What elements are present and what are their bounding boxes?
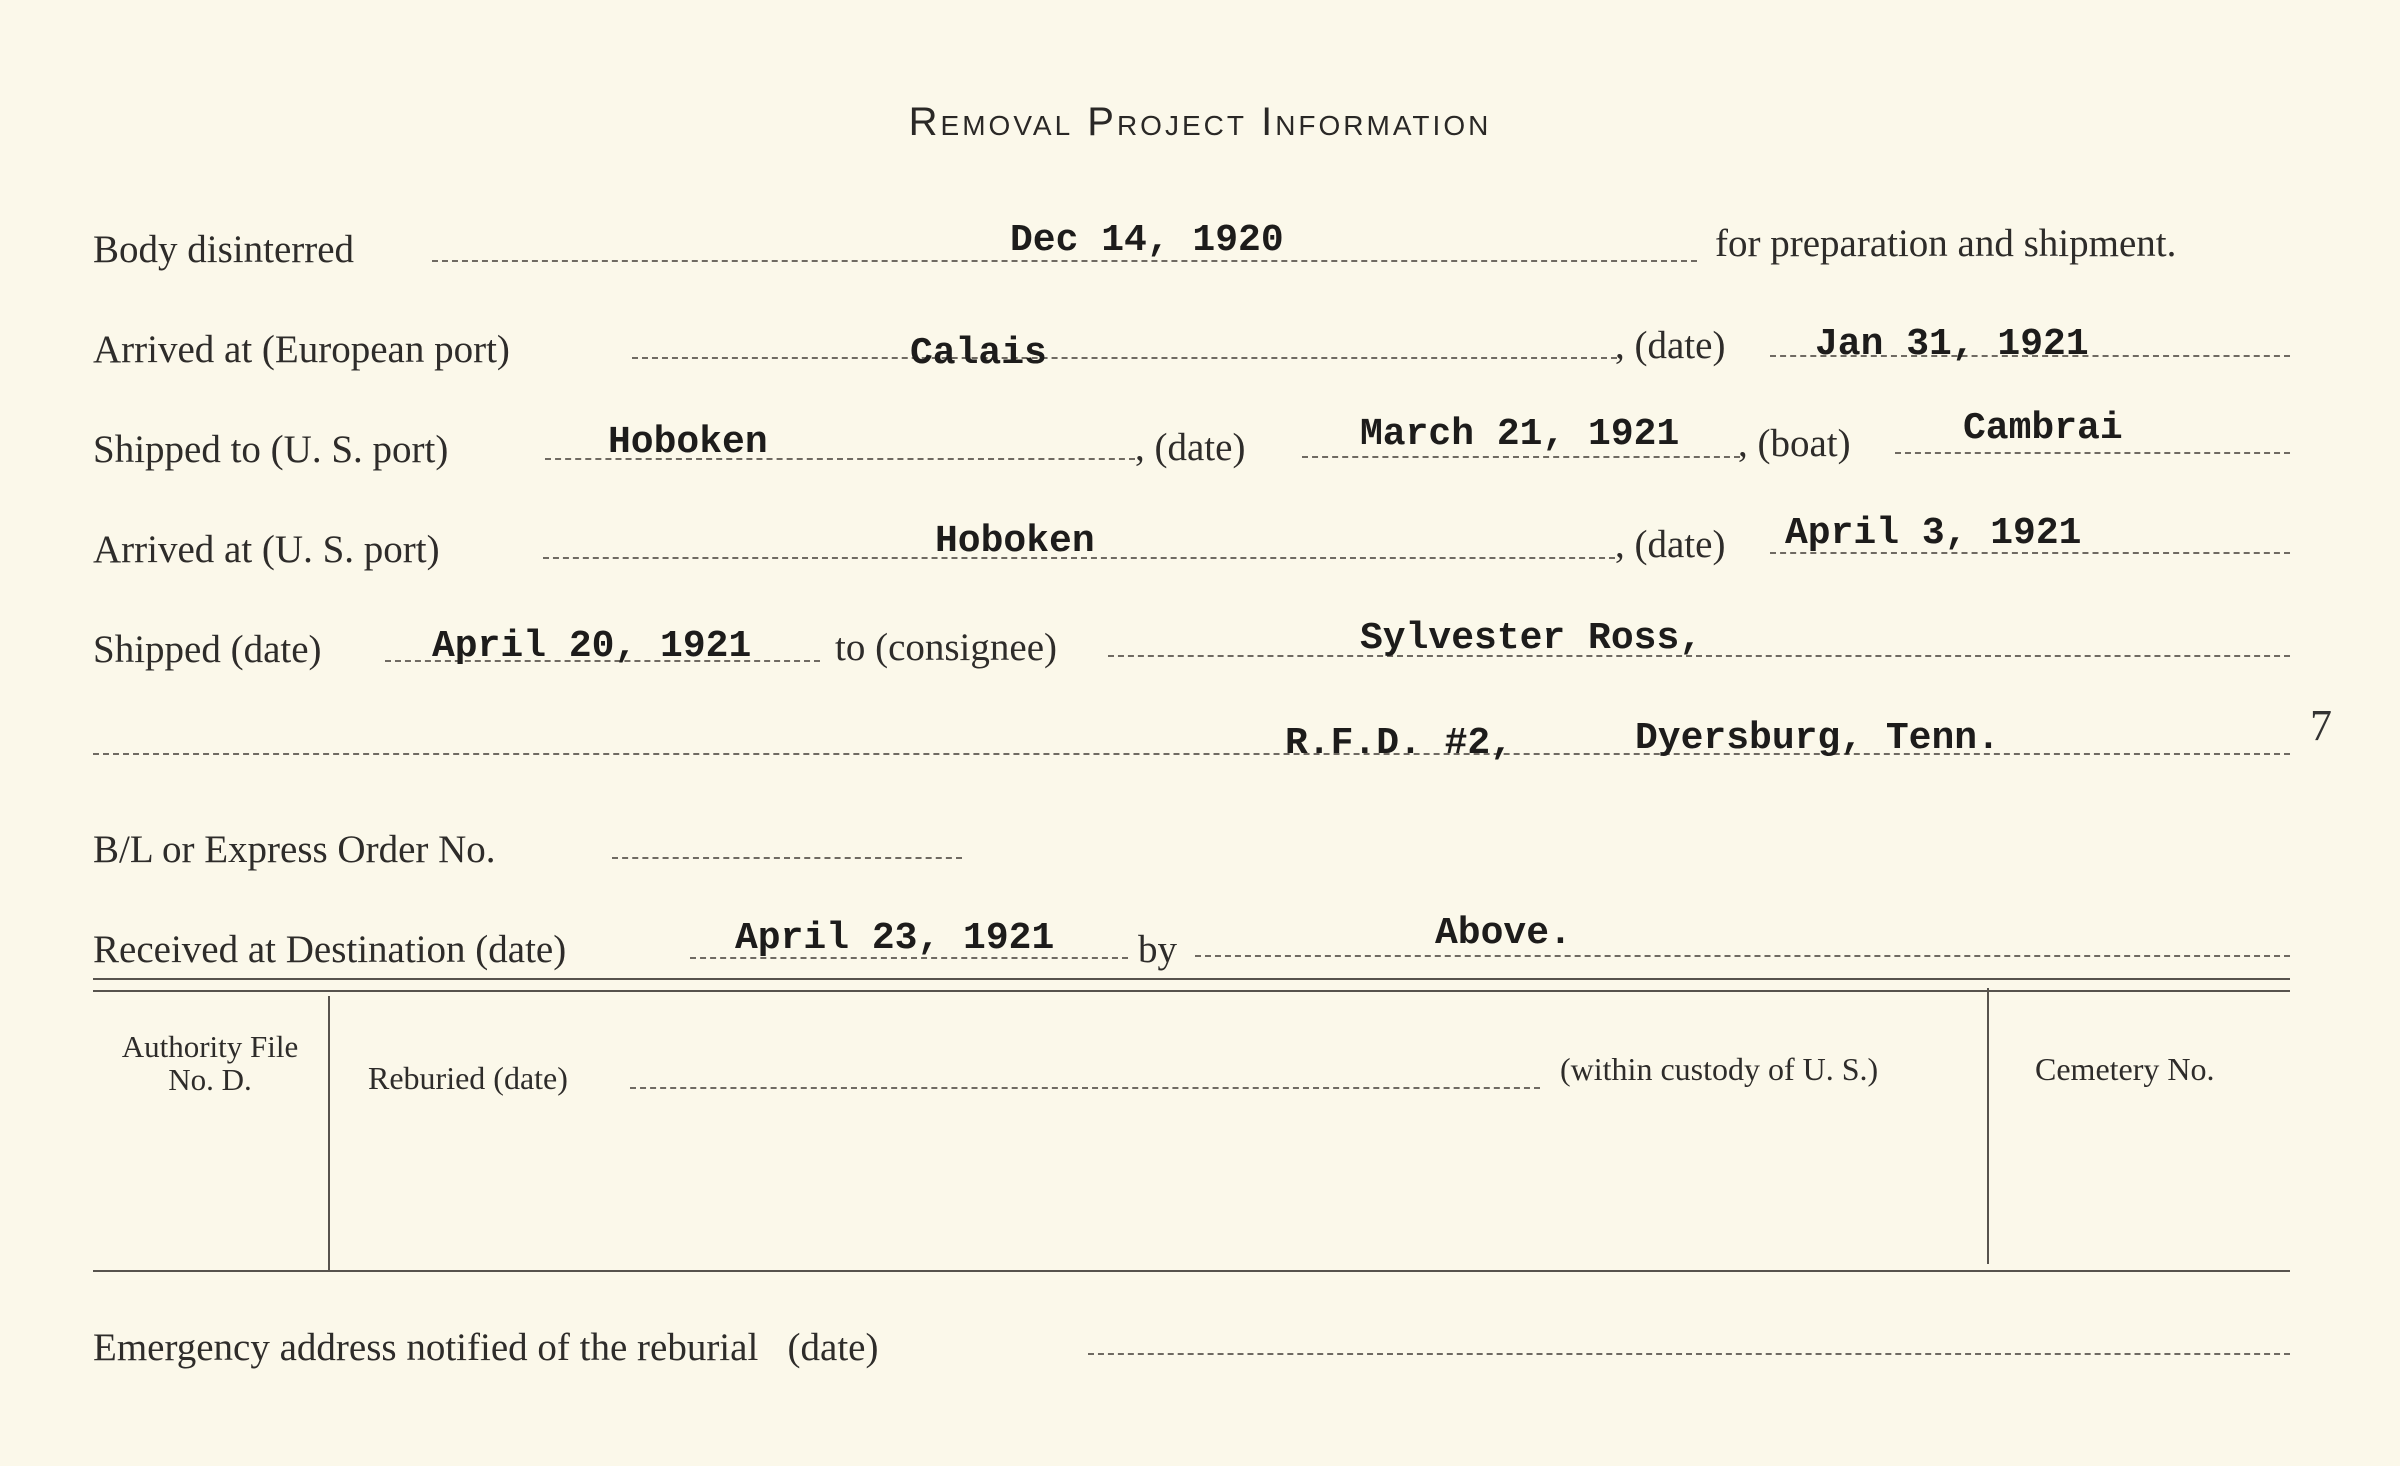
shipped-us-boat: Cambrai — [1963, 407, 2123, 450]
shipped-us-date: March 21, 1921 — [1360, 413, 1680, 456]
arrived-european-label: Arrived at (European port) — [93, 328, 510, 371]
box-divider-right — [1987, 988, 1989, 1264]
arrived-us-value: Hoboken — [935, 520, 1095, 563]
received-by-label: by — [1138, 928, 1177, 971]
arrived-us-label: Arrived at (U. S. port) — [93, 528, 440, 571]
shipped-us-date-line — [1302, 456, 1740, 458]
authority-file-label: Authority File No. D. — [121, 1029, 299, 1098]
form-title: Removal Project Information — [908, 100, 1492, 144]
margin-handwritten-mark: 7 — [2310, 701, 2332, 750]
shipped-us-label: Shipped to (U. S. port) — [93, 428, 449, 471]
box-top-rule-2 — [93, 990, 2290, 992]
address-line1: R.F.D. #2, — [1285, 722, 1514, 765]
shipped-date-label: Shipped (date) — [93, 628, 322, 671]
body-disinterred-suffix: for preparation and shipment. — [1715, 222, 2177, 265]
shipped-date-value: April 20, 1921 — [432, 625, 752, 668]
shipped-us-date-label: , (date) — [1135, 426, 1246, 469]
box-divider-left — [328, 996, 330, 1270]
arrived-european-date: Jan 31, 1921 — [1815, 323, 2089, 366]
bl-order-label: B/L or Express Order No. — [93, 828, 496, 871]
reburied-label: Reburied (date) — [368, 1060, 568, 1096]
arrived-european-value: Calais — [910, 332, 1047, 375]
custody-label: (within custody of U. S.) — [1560, 1051, 1879, 1087]
received-date-value: April 23, 1921 — [735, 917, 1055, 960]
emergency-line — [1088, 1353, 2290, 1355]
emergency-label: Emergency address notified of the reburial (date) — [93, 1326, 879, 1369]
consignee-label: to (consignee) — [835, 626, 1058, 669]
shipped-us-boat-line — [1895, 452, 2290, 454]
box-top-rule-1 — [93, 978, 2290, 980]
arrived-european-line — [632, 357, 1617, 359]
arrived-european-date-label: , (date) — [1615, 324, 1726, 367]
body-disinterred-value: Dec 14, 1920 — [1010, 219, 1284, 262]
bl-order-line — [612, 857, 962, 859]
shipped-us-value: Hoboken — [608, 421, 768, 464]
received-by-value: Above. — [1435, 912, 1572, 955]
box-bottom-rule — [93, 1270, 2290, 1272]
received-by-line — [1195, 955, 2290, 957]
cemetery-no-label: Cemetery No. — [2035, 1051, 2215, 1087]
received-label: Received at Destination (date) — [93, 928, 567, 971]
address-line2: Dyersburg, Tenn. — [1635, 717, 2000, 760]
arrived-us-date: April 3, 1921 — [1785, 512, 2082, 555]
reburied-line — [630, 1087, 1540, 1089]
arrived-us-date-label: , (date) — [1615, 523, 1726, 566]
body-disinterred-label: Body disinterred — [93, 228, 355, 271]
shipped-us-boat-label: , (boat) — [1738, 422, 1851, 465]
consignee-value: Sylvester Ross, — [1360, 617, 1703, 660]
